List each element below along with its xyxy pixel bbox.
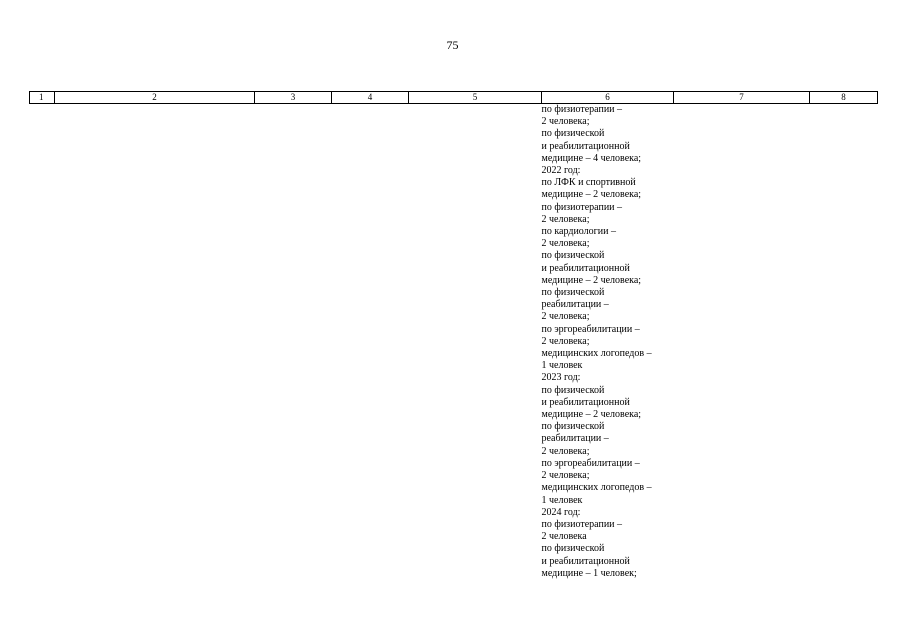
text-line: медицине – 1 человек;: [541, 567, 637, 579]
column-header-3: 3: [255, 92, 332, 104]
text-line: медицине – 4 человека;: [541, 152, 642, 164]
column-header-2: 2: [55, 92, 255, 104]
text-line: медицине – 2 человека;: [541, 409, 642, 421]
column-6-text: [542, 104, 674, 580]
column-header-8: 8: [810, 92, 878, 104]
text-line: 2 человека;: [541, 311, 590, 323]
text-line: медицине – 2 человека;: [541, 189, 642, 201]
document-table: [29, 91, 878, 580]
table-row: [30, 104, 878, 580]
cell-col-5: [409, 104, 542, 580]
cell-col-2: [55, 104, 255, 580]
text-line: 2 человека;: [541, 116, 590, 128]
text-line: 2022 год:: [541, 165, 581, 177]
text-line: медицине – 2 человека;: [541, 274, 642, 286]
text-line: 2023 год:: [541, 372, 581, 384]
cell-col-6: [542, 104, 674, 580]
text-line: реабилитации –: [541, 433, 609, 445]
text-line: по кардиологии –: [541, 226, 616, 238]
text-line: по физической: [541, 384, 605, 396]
column-header-4: 4: [332, 92, 409, 104]
text-line: по физической: [541, 543, 605, 555]
column-header-7: 7: [674, 92, 810, 104]
header-row: [30, 92, 878, 104]
text-line: медицинских логопедов –: [541, 348, 652, 360]
text-line: по ЛФК и спортивной: [541, 177, 636, 189]
text-line: 2024 год:: [541, 506, 581, 518]
cell-col-7: [674, 104, 810, 580]
text-line: по эргореабилитации –: [541, 457, 640, 469]
column-header-6: 6: [542, 92, 674, 104]
text-line: 1 человек: [541, 360, 583, 372]
text-line: 2 человека;: [541, 213, 590, 225]
text-line: по физической: [541, 287, 605, 299]
cell-col-3: [255, 104, 332, 580]
text-line: 2 человека;: [541, 445, 590, 457]
text-line: по физиотерапии –: [541, 201, 623, 213]
cell-col-1: [30, 104, 55, 580]
text-line: по эргореабилитации –: [541, 323, 640, 335]
text-line: по физиотерапии –: [541, 104, 623, 115]
text-line: 1 человек: [541, 494, 583, 506]
text-line: и реабилитационной: [541, 396, 630, 408]
text-line: медицинских логопедов –: [541, 482, 652, 494]
text-line: 2 человека: [541, 531, 587, 543]
text-line: 2 человека;: [541, 470, 590, 482]
text-line: по физической: [541, 250, 605, 262]
text-line: и реабилитационной: [541, 140, 630, 152]
text-line: по физиотерапии –: [541, 518, 623, 530]
text-line: реабилитации –: [541, 299, 609, 311]
text-line: и реабилитационной: [541, 555, 630, 567]
column-header-5: 5: [409, 92, 542, 104]
cell-col-4: [332, 104, 409, 580]
cell-col-8: [810, 104, 878, 580]
column-header-1: 1: [30, 92, 55, 104]
page-number: 75: [446, 38, 459, 52]
text-line: по физической: [541, 128, 605, 140]
text-line: и реабилитационной: [541, 262, 630, 274]
text-line: по физической: [541, 421, 605, 433]
text-line: 2 человека;: [541, 238, 590, 250]
text-line: 2 человека;: [541, 335, 590, 347]
